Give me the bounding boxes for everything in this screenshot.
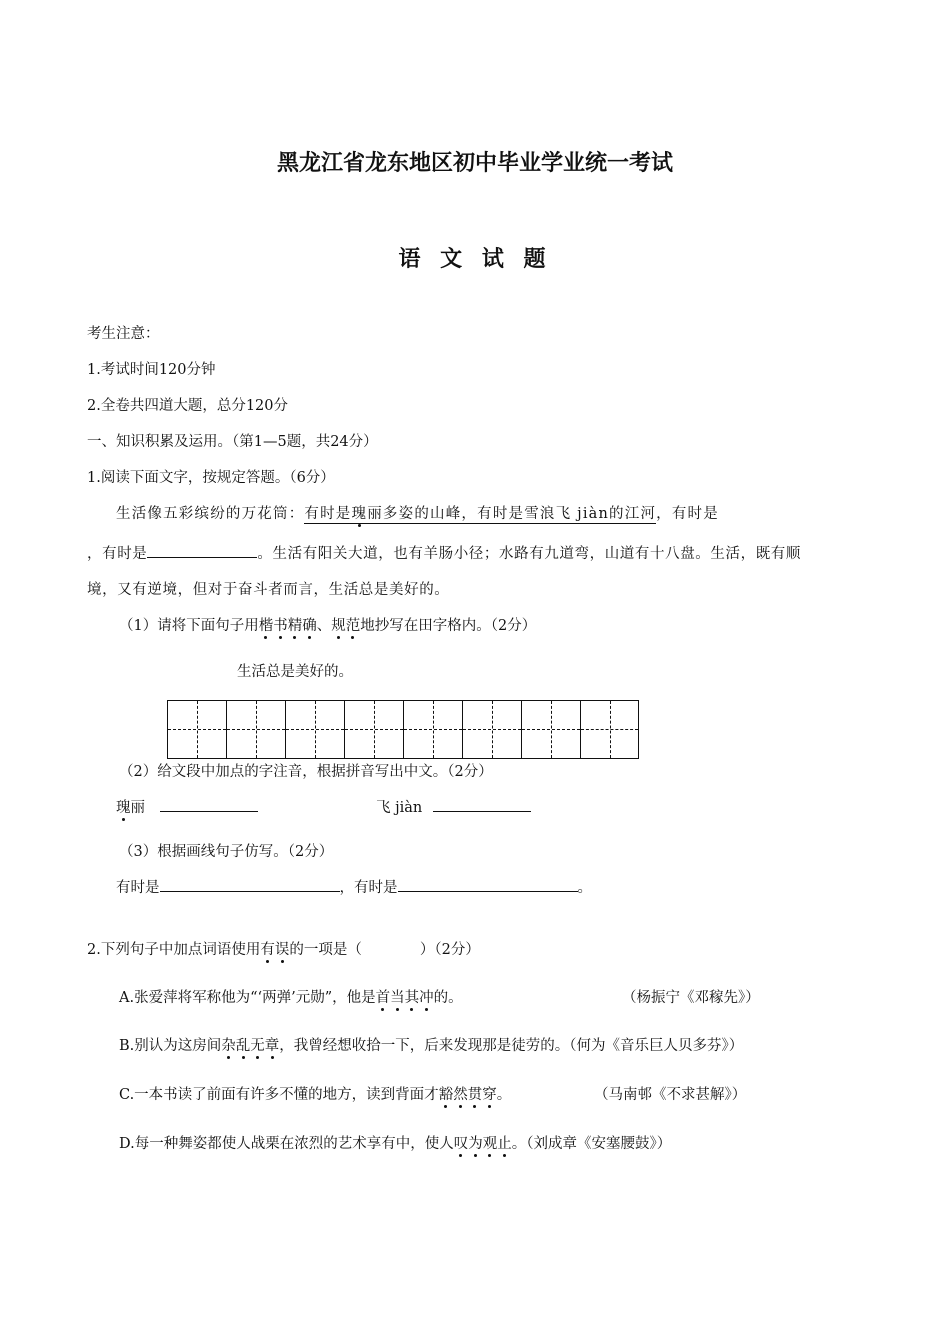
- exam-title: 黑龙江省龙东地区初中毕业学业统一考试: [276, 151, 673, 176]
- notice-heading: 考生注意：: [87, 326, 160, 342]
- answer-blank[interactable]: [147, 545, 257, 558]
- notice-item: 2.全卷共四道大题，总分120分: [87, 398, 289, 414]
- answer-blank[interactable]: [160, 879, 340, 892]
- sub-question-1: （1）请将下面句子用楷书精确、规范地抄写在田字格内。（2分）: [119, 618, 537, 634]
- pinyin-left: 瑰丽: [116, 796, 258, 817]
- section-heading: 一、知识积累及运用。（第1—5题，共24分）: [87, 434, 378, 450]
- option-c-source: （马南邨《不求甚解》）: [594, 1087, 747, 1103]
- question-2-stem: 2.下列句子中加点词语使用有误的一项是（ ）（2分）: [87, 942, 480, 958]
- grid-cell[interactable]: [463, 701, 522, 758]
- grid-cell[interactable]: [227, 701, 286, 758]
- grid-cell[interactable]: [286, 701, 345, 758]
- grid-cell[interactable]: [345, 701, 404, 758]
- sub-question-2: （2）给文段中加点的字注音，根据拼音写出中文。（2分）: [119, 764, 493, 780]
- dotted-char: 瑰: [351, 506, 368, 522]
- question-1-stem: 1.阅读下面文字，按规定答题。（6分）: [87, 470, 335, 486]
- grid-cell[interactable]: [404, 701, 463, 758]
- pinyin-right: 飞 jiàn: [376, 796, 531, 817]
- grid-cell[interactable]: [581, 701, 638, 758]
- option-a-source: （杨振宁《邓稼先》）: [622, 990, 760, 1006]
- imitation-line: 有时是 ，有时是 。: [116, 880, 592, 896]
- grid-cell[interactable]: [168, 701, 227, 758]
- answer-blank[interactable]: [398, 879, 578, 892]
- passage-line-3: 境，又有逆境，但对于奋斗者而言，生活总是美好的。: [87, 582, 450, 598]
- passage-line-2: ，有时是 。生活有阳关大道，也有羊肠小径；水路有九道弯，山道有十八盘。生活，既有顺: [87, 546, 802, 562]
- option-c[interactable]: C.一本书读了前面有许多不懂的地方，读到背面才豁然贯穿。: [119, 1087, 512, 1103]
- answer-blank[interactable]: [433, 799, 531, 812]
- sub-question-3: （3）根据画线句子仿写。（2分）: [119, 844, 334, 860]
- passage-line-1: 生活像五彩缤纷的万花筒：有时是瑰丽多姿的山峰，有时是雪浪飞 jiàn的江河，有时是: [116, 502, 719, 524]
- option-d[interactable]: D.每一种舞姿都使人战栗在浓烈的艺术享有中，使人叹为观止。（刘成章《安塞腰鼓》）: [119, 1136, 672, 1152]
- grid-cell[interactable]: [522, 701, 581, 758]
- notice-item: 1.考试时间120分钟: [87, 362, 216, 378]
- exam-subtitle: 语 文 试 题: [398, 247, 552, 272]
- option-a[interactable]: A.张爱萍将军称他为“‘两弹’元勋”，他是首当其冲的。: [119, 990, 463, 1006]
- option-b[interactable]: B.别认为这房间杂乱无章，我曾经想收拾一下，后来发现那是徒劳的。（何为《音乐巨人贝多芬》）: [119, 1038, 744, 1054]
- writing-grid[interactable]: [167, 700, 639, 759]
- copy-sentence: 生活总是美好的。: [237, 664, 353, 680]
- answer-blank[interactable]: [160, 799, 258, 812]
